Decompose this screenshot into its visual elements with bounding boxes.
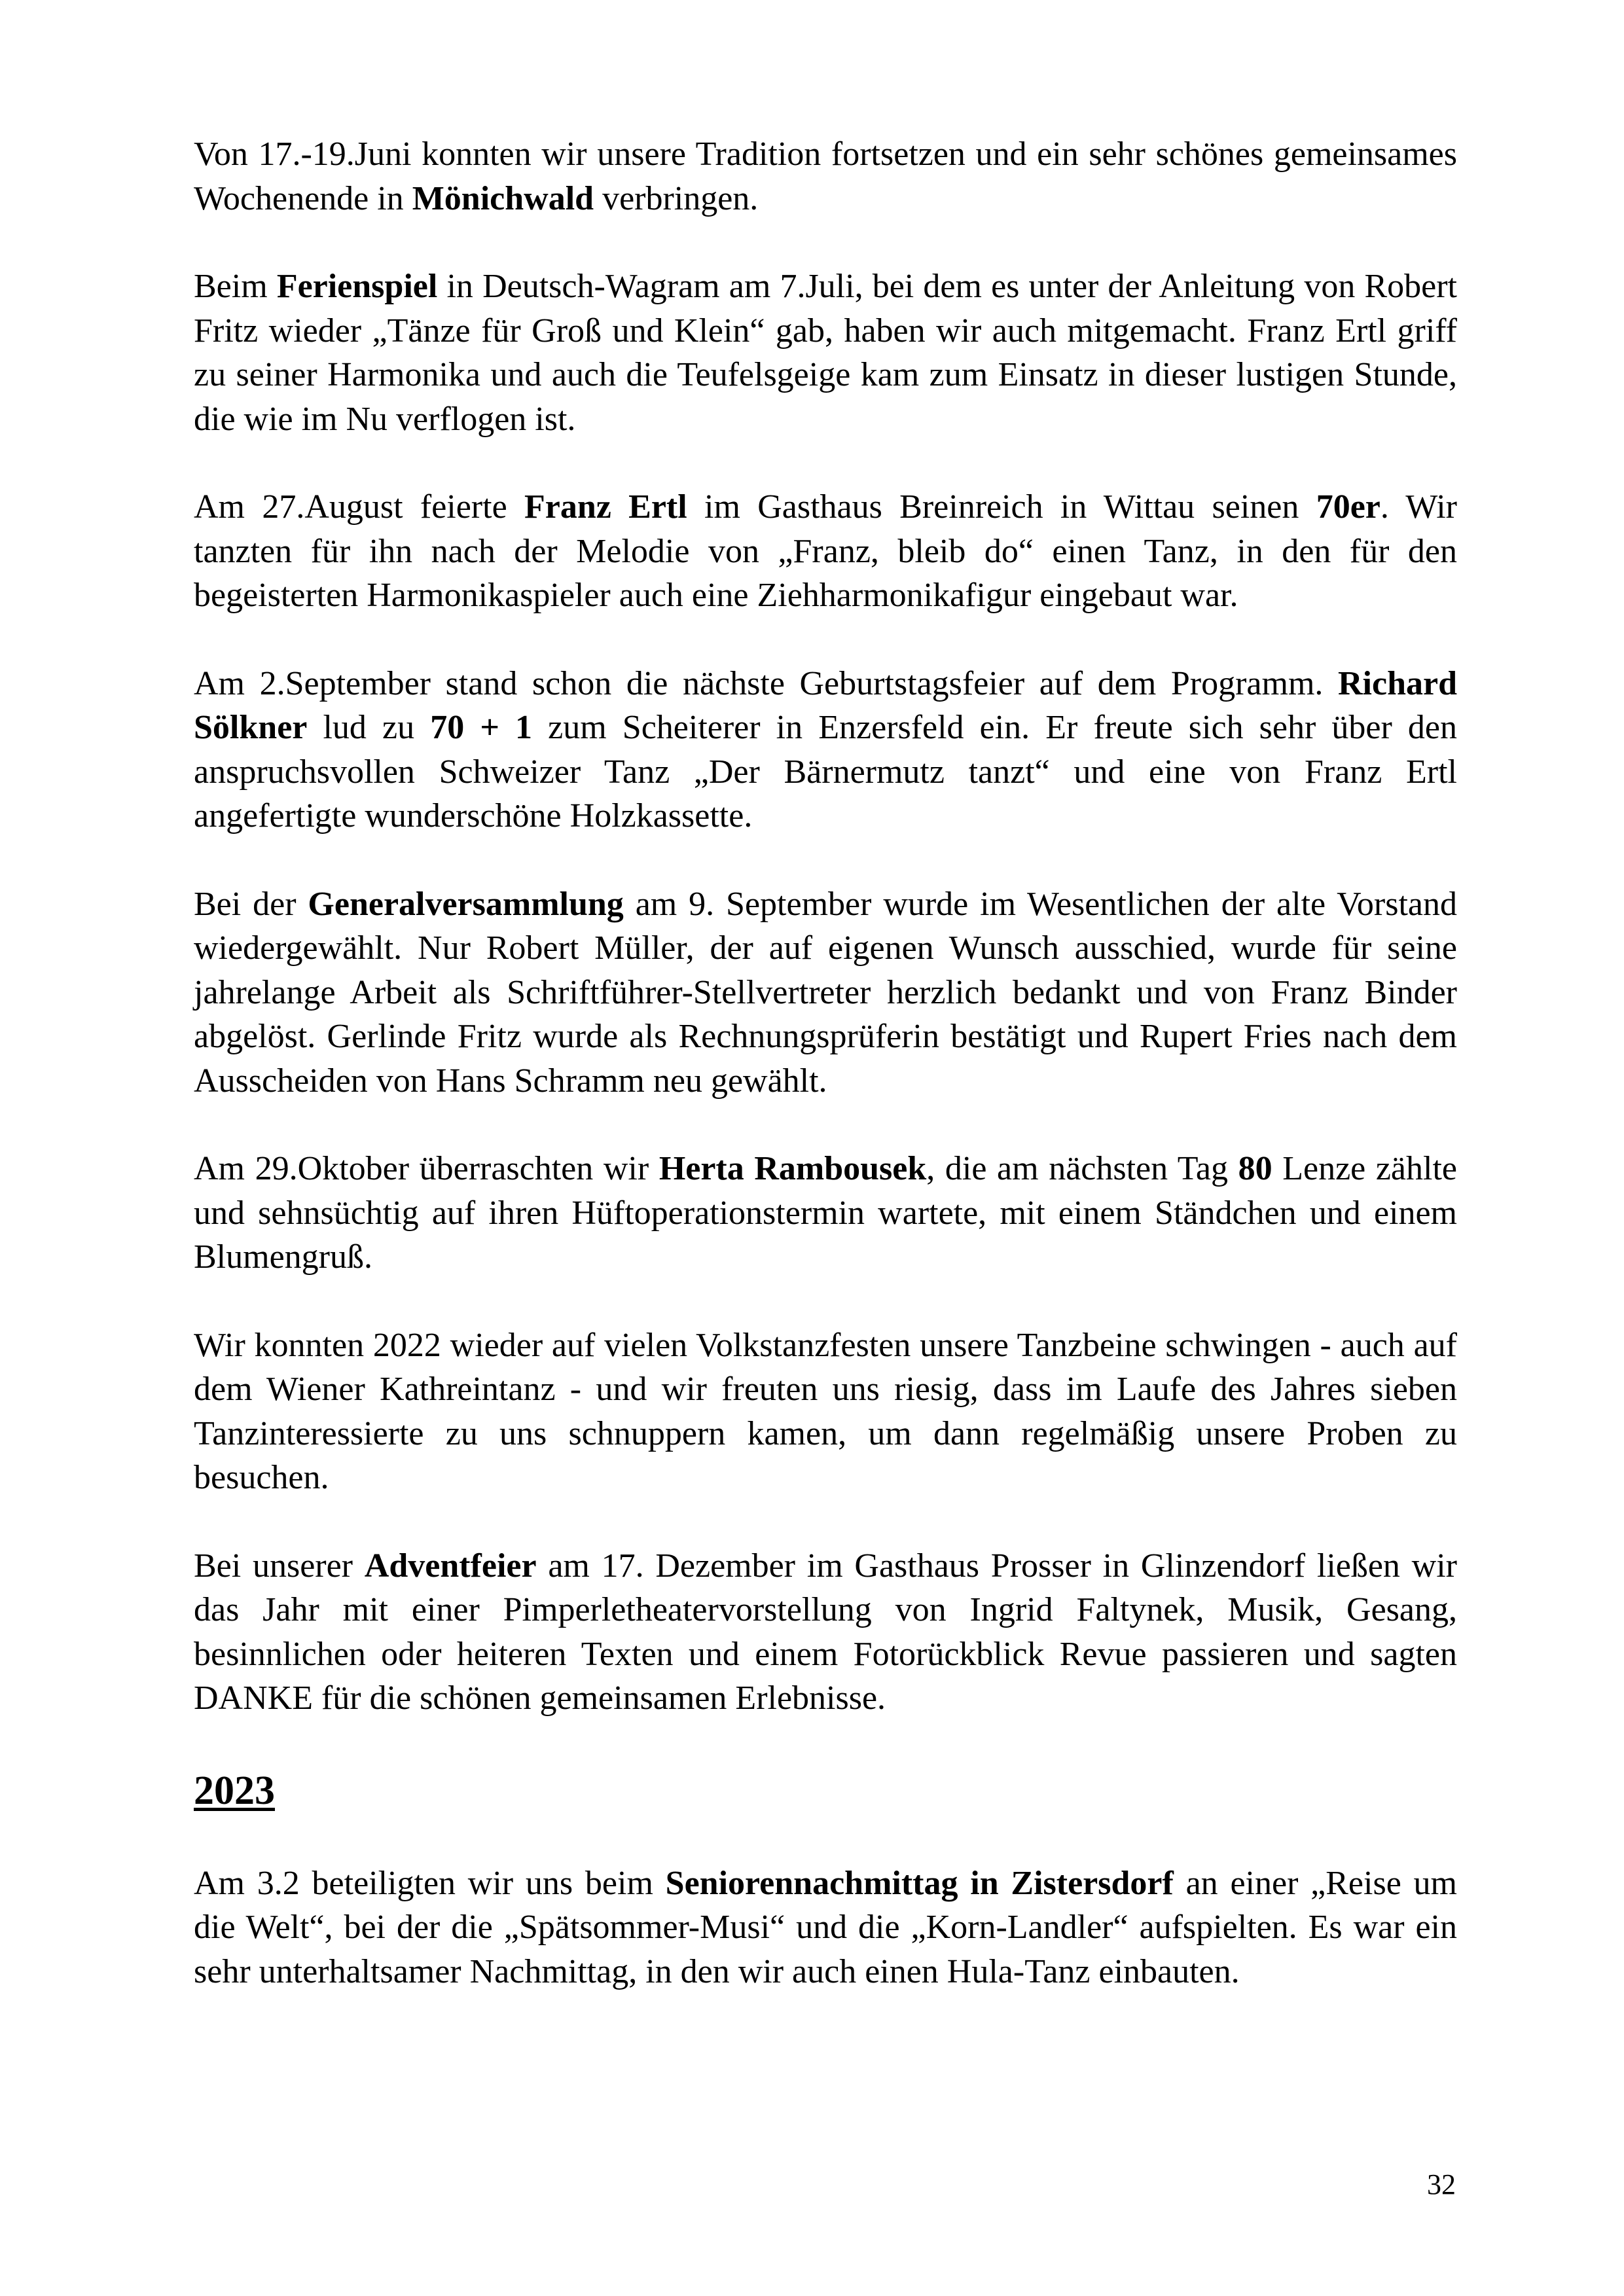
- text-segment: im Gasthaus Breinreich in Wittau seinen: [687, 488, 1316, 526]
- document-page: [194, 132, 1457, 2037]
- bold-segment: Herta Rambousek: [659, 1150, 927, 1187]
- text-segment: zum Scheiterer in Enzersfeld ein. Er freute sich sehr über den anspruchsvollen Schweizer Tanz „Der Bärnermutz tanzt“ und eine von Franz Ertl angefertigte wunderschöne Holzkassette.: [194, 709, 1457, 834]
- text-segment: Beim: [194, 268, 277, 305]
- paragraph-adventfeier: [194, 1544, 1457, 1721]
- bold-segment: 80: [1238, 1150, 1272, 1187]
- text-segment: in Deutsch-Wagram am 7.Juli, bei dem es unter der Anleitung von Robert Fritz wieder „Tänze für Groß und Klein“ gab, haben wir auch mitgemacht. Franz Ertl griff zu seiner Harmonika und auch die Teufelsgeige kam zum Einsatz in dieser lustigen Stunde, die wie im Nu verflogen ist.: [194, 268, 1457, 438]
- paragraph-richard-soelkner-birthday: [194, 662, 1457, 838]
- bold-segment: 70er: [1316, 488, 1380, 526]
- text-segment: lud zu: [307, 709, 431, 746]
- text-segment: am 17. Dezember im Gasthaus Prosser in Glinzendorf ließen wir das Jahr mit einer Pimperletheatervorstellung von Ingrid Faltynek, Musik, Gesang, besinnlichen oder heiteren Texten und einem Fotorückblick Revue passieren und sagten DANKE für die schönen gemeinsamen Erlebnisse.: [194, 1547, 1457, 1717]
- text-segment: , die am nächsten Tag: [926, 1150, 1238, 1187]
- text-segment: an einer „Reise um die Welt“, bei der die „Spätsommer-Musi“ und die „Korn-Landler“ aufspielten. Es war ein sehr unterhaltsamer Nachmittag, in den wir auch einen Hula-Tanz einbauten.: [194, 1864, 1457, 1990]
- paragraph-moenichwald-weekend: [194, 132, 1457, 221]
- bold-segment: Franz Ertl: [524, 488, 687, 526]
- text-segment: Am 2.September stand schon die nächste Geburtstagsfeier auf dem Programm.: [194, 664, 1338, 702]
- text-segment: . Wir tanzten für ihn nach der Melodie von „Franz, bleib do“ einen Tanz, in den für den begeisterten Harmonikaspieler auch eine Ziehharmonikafigur eingebaut war.: [194, 488, 1458, 614]
- paragraph-herta-rambousek: [194, 1147, 1457, 1280]
- paragraph-franz-ertl-birthday: [194, 485, 1457, 618]
- text-segment: am 9. September wurde im Wesentlichen der alte Vorstand wiedergewählt. Nur Robert Müller, der auf eigenen Wunsch ausschied, wurde für seine jahrelange Arbeit als Schriftführer-Stellvertreter herzlich bedankt und von Franz Binder abgelöst. Gerlinde Fritz wurde als Rechnungsprüferin bestätigt und Rupert Fries nach dem Ausscheiden von Hans Schramm neu gewählt.: [194, 885, 1457, 1100]
- bold-segment: Mönichwald: [412, 179, 594, 217]
- paragraph-seniorennachmittag: [194, 1861, 1457, 1994]
- bold-segment: Seniorennachmittag in Zistersdorf: [665, 1864, 1174, 1902]
- paragraph-generalversammlung: [194, 882, 1457, 1103]
- paragraph-ferienspiel: [194, 264, 1457, 441]
- paragraph-volkstanzfeste: [194, 1323, 1457, 1500]
- text-segment: Wir konnten 2022 wieder auf vielen Volkstanzfesten unsere Tanzbeine schwingen - auch auf dem Wiener Kathreintanz - und wir freuten uns riesig, dass im Laufe des Jahres sieben Tanzinteressierte zu uns schnuppern kamen, um dann regelmäßig unsere Proben zu besuchen.: [194, 1326, 1457, 1496]
- bold-segment: Generalversammlung: [308, 885, 624, 923]
- text-segment: Am 29.Oktober überraschten wir: [194, 1150, 659, 1187]
- bold-segment: Adventfeier: [364, 1547, 537, 1585]
- text-segment: Am 3.2 beteiligten wir uns beim: [194, 1864, 666, 1902]
- text-segment: Lenze zählte und sehnsüchtig auf ihren Hüftoperationstermin wartete, mit einem Ständchen und einem Blumengruß.: [194, 1150, 1457, 1276]
- text-segment: Am 27.August feierte: [194, 488, 524, 526]
- section-heading-2023: 2023: [194, 1768, 275, 1813]
- text-segment: Bei der: [194, 885, 308, 923]
- bold-segment: Ferienspiel: [276, 268, 438, 305]
- text-segment: Bei unserer: [194, 1547, 365, 1585]
- bold-segment: 70 + 1: [430, 709, 533, 746]
- bold-segment: Richard Sölkner: [194, 664, 1457, 746]
- page-number: 32: [1427, 2168, 1456, 2200]
- text-segment: verbringen.: [594, 179, 759, 217]
- text-segment: Von 17.-19.Juni konnten wir unsere Tradition fortsetzen und ein sehr schönes gemeinsames Wochenende in: [194, 135, 1457, 217]
